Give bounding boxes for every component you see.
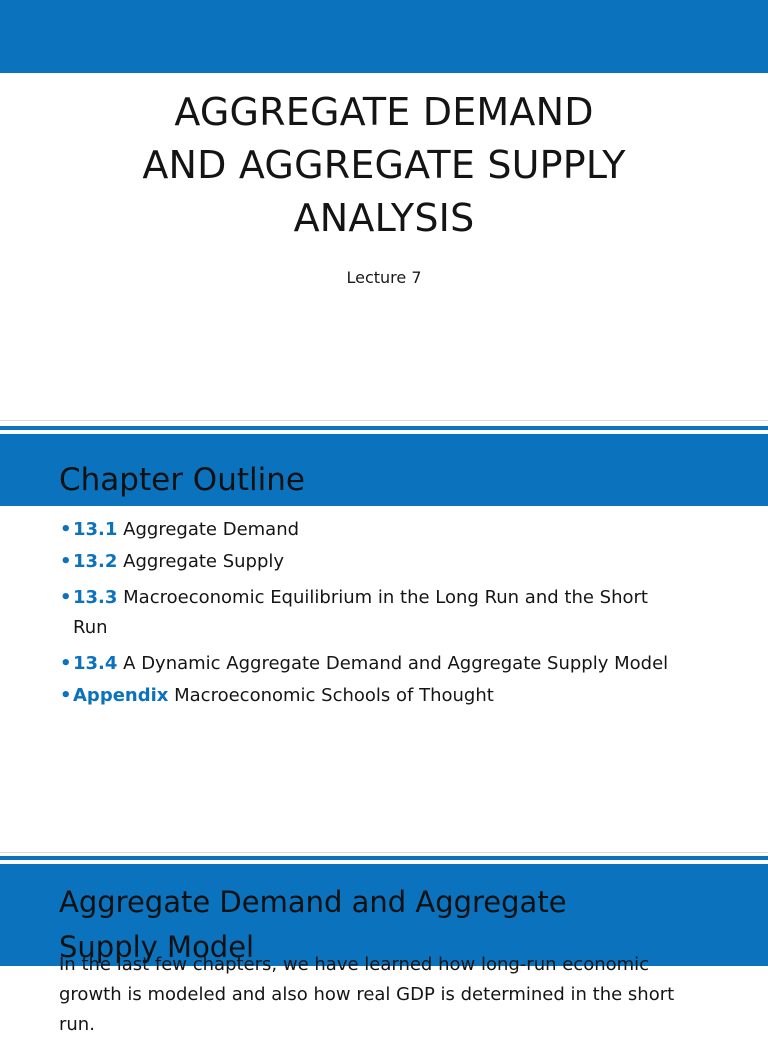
slide-title-line-3: ANALYSIS xyxy=(293,196,475,240)
slide-title-line-2: AND AGGREGATE SUPPLY xyxy=(142,143,626,187)
model-top-rule xyxy=(0,856,768,860)
model-slide-title: Aggregate Demand and Aggregate Supply Model xyxy=(59,885,567,964)
model-slide-body: In the last few chapters, we have learned how long-run economic growth is modeled and also how real GDP is determined in the short run. xyxy=(59,954,675,1035)
outline-title-band xyxy=(0,434,768,506)
section-text: A Dynamic Aggregate Demand and Aggregate Supply Model xyxy=(123,653,669,674)
section-number: 13.4 xyxy=(73,653,118,674)
section-text: Macroeconomic Schools of Thought xyxy=(174,685,494,706)
top-blue-banner xyxy=(0,0,768,73)
section-number: Appendix xyxy=(73,685,169,706)
slide-chapter-outline xyxy=(0,420,768,852)
section-text: Aggregate Demand xyxy=(123,519,300,540)
slide-ad-as-model xyxy=(0,852,768,1035)
list-item xyxy=(59,583,679,643)
bullet-icon: • xyxy=(60,653,72,674)
slide-title-block xyxy=(0,86,768,245)
slide-title xyxy=(0,0,768,420)
bullet-icon: • xyxy=(60,519,72,540)
bullet-icon: • xyxy=(60,551,72,572)
list-item xyxy=(59,649,679,679)
section-number: 13.2 xyxy=(73,551,118,572)
slide-title-line-1: AGGREGATE DEMAND xyxy=(174,90,594,134)
chapter-outline-list xyxy=(59,515,679,711)
bullet-icon: • xyxy=(60,685,72,706)
chapter-outline-title: Chapter Outline xyxy=(59,462,305,498)
bullet-icon: • xyxy=(60,587,72,608)
section-number: 13.1 xyxy=(73,519,118,540)
list-item xyxy=(59,515,679,545)
list-item xyxy=(59,547,679,577)
section-text: Macroeconomic Equilibrium in the Long Run and the Short Run xyxy=(73,587,648,638)
outline-top-rule xyxy=(0,426,768,430)
section-text: Aggregate Supply xyxy=(123,551,285,572)
list-item xyxy=(59,681,679,711)
lecture-subtitle: Lecture 7 xyxy=(346,268,422,287)
section-number: 13.3 xyxy=(73,587,118,608)
